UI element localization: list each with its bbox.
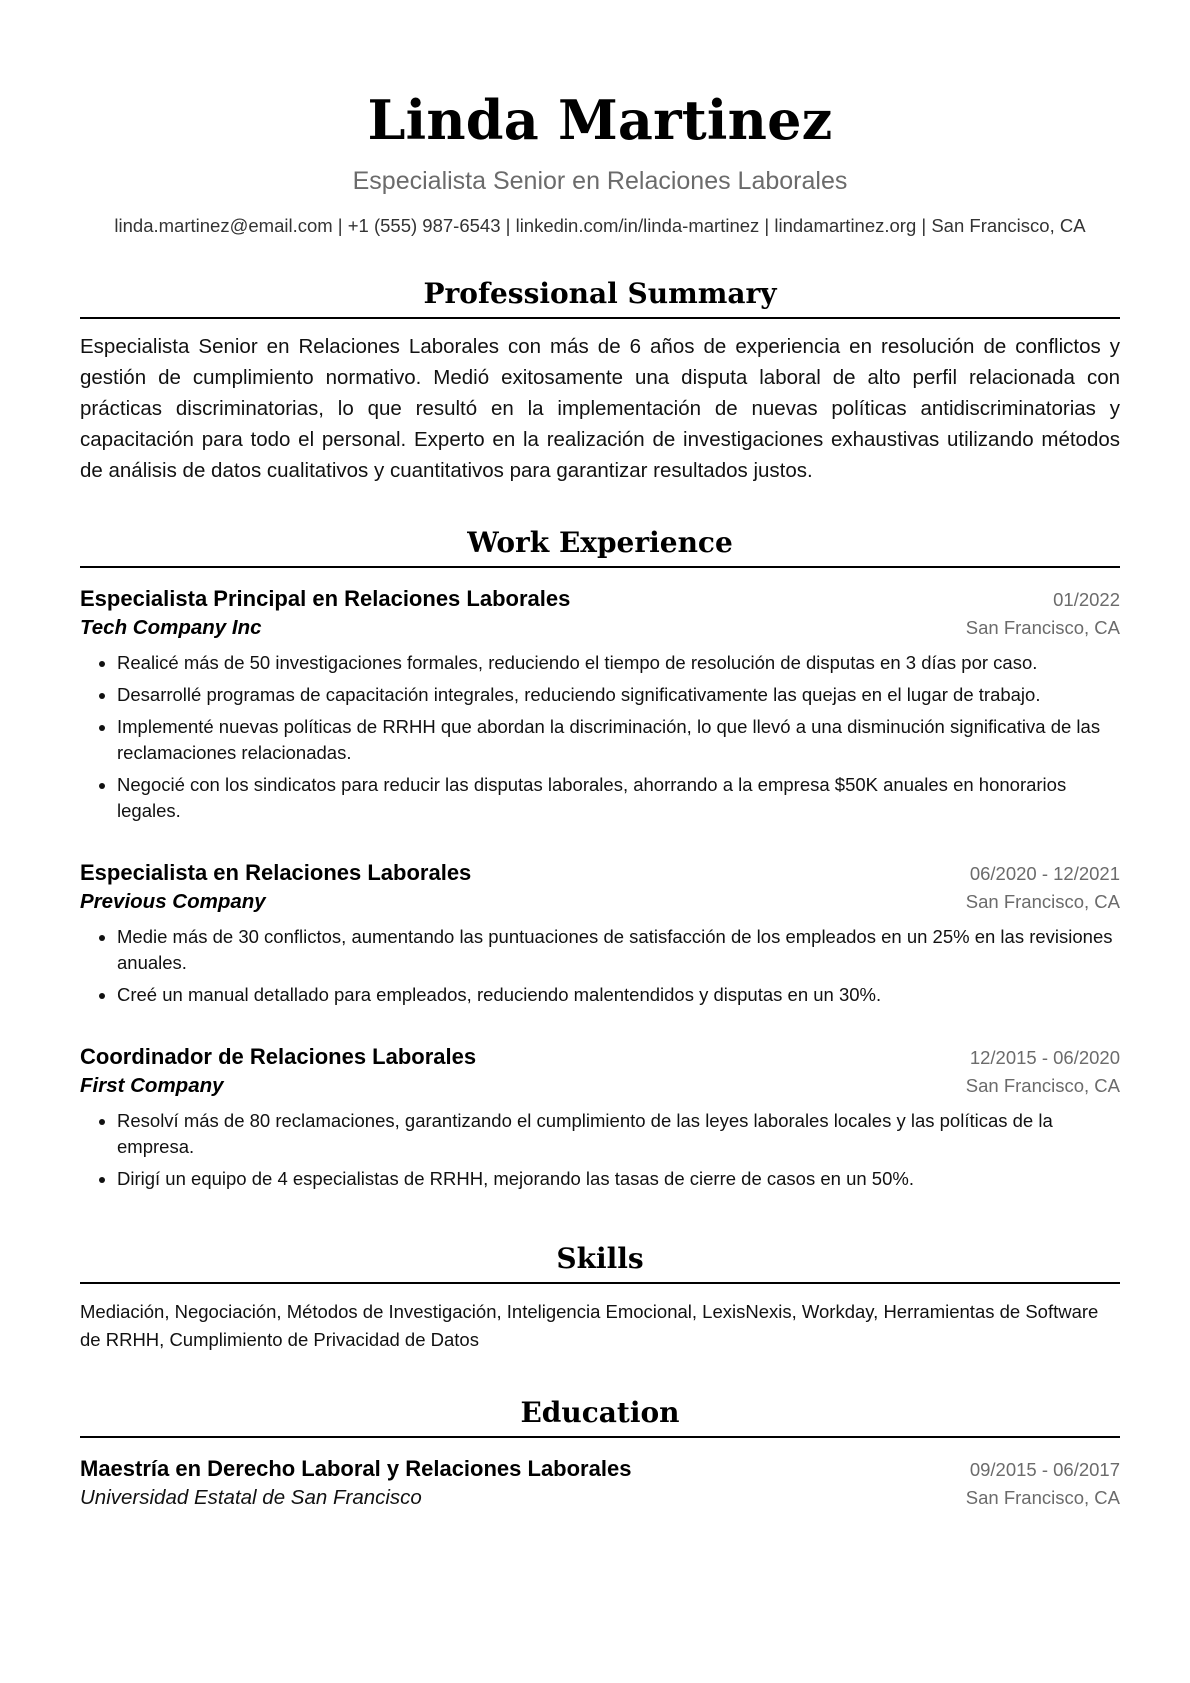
job-bullets — [80, 650, 1120, 824]
job-company-row — [80, 613, 1120, 642]
job-bullet: • Medie más de 30 conflictos, aumentando las puntuaciones de satisfacción de los empleados en un 25% en las revisiones anuales. — [117, 924, 1120, 976]
education-entry — [80, 1454, 1120, 1512]
summary-heading: Professional Summary — [80, 277, 1120, 319]
job-bullet: • Realicé más de 50 investigaciones formales, reduciendo el tiempo de resolución de disputas en 3 días por caso. — [117, 650, 1120, 676]
experience-heading: Work Experience — [80, 526, 1120, 568]
candidate-title: Especialista Senior en Relaciones Laborales — [352, 167, 848, 195]
job-location: San Francisco, CA — [965, 891, 1120, 912]
resume-page — [80, 0, 1120, 1512]
job-bullet: • Desarrollé programas de capacitación integrales, reduciendo significativamente las quejas en el lugar de trabajo. — [117, 682, 1120, 708]
candidate-name: Linda Martinez — [367, 88, 833, 152]
job-entry — [80, 584, 1120, 824]
education-section — [80, 1396, 1120, 1512]
job-location: San Francisco, CA — [965, 1075, 1120, 1096]
skills-section — [80, 1242, 1120, 1354]
job-bullet: • Dirigí un equipo de 4 especialistas de RRHH, mejorando las tasas de cierre de casos en un 50%. — [117, 1166, 1120, 1192]
education-degree: Maestría en Derecho Laboral y Relaciones Laborales — [80, 1456, 632, 1481]
education-school-row — [80, 1483, 1120, 1512]
job-entry — [80, 858, 1120, 1008]
job-bullet: • Negocié con los sindicatos para reducir las disputas laborales, ahorrando a la empresa $50K anuales en honorarios legales. — [117, 772, 1120, 824]
job-bullet: • Implementé nuevas políticas de RRHH que abordan la discriminación, lo que llevó a una disminución significativa de las reclamaciones relacionadas. — [117, 714, 1120, 766]
job-company: Tech Company Inc — [80, 616, 262, 639]
job-role: Coordinador de Relaciones Laborales — [80, 1044, 477, 1069]
job-company-row — [80, 887, 1120, 916]
job-date: 01/2022 — [1053, 589, 1120, 610]
contact-line: linda.martinez@email.com | +1 (555) 987-6543 | linkedin.com/in/linda-martinez | lindamartinez.org | San Francisco, CA — [114, 215, 1086, 236]
job-company: Previous Company — [80, 890, 266, 913]
job-role: Especialista en Relaciones Laborales — [80, 860, 472, 885]
job-company-row — [80, 1071, 1120, 1100]
education-school: Universidad Estatal de San Francisco — [80, 1486, 422, 1509]
job-entry — [80, 1042, 1120, 1192]
job-bullet: • Resolví más de 80 reclamaciones, garantizando el cumplimiento de las leyes laborales locales y las políticas de la empresa. — [117, 1108, 1120, 1160]
job-company: First Company — [80, 1074, 224, 1097]
education-header-row — [80, 1454, 1120, 1483]
job-date: 12/2015 - 06/2020 — [969, 1047, 1120, 1068]
education-date: 09/2015 - 06/2017 — [969, 1459, 1120, 1480]
skills-text: Mediación, Negociación, Métodos de Investigación, Inteligencia Emocional, LexisNexis, Workday, Herramientas de Software de RRHH, Cumplimiento de Privacidad de Datos — [80, 1301, 1099, 1350]
education-location: San Francisco, CA — [965, 1487, 1120, 1508]
job-header-row — [80, 584, 1120, 613]
job-role: Especialista Principal en Relaciones Laborales — [80, 586, 571, 611]
summary-text: Especialista Senior en Relaciones Laborales con más de 6 años de experiencia en resolución de conflictos y gestión de cumplimiento normativo. Medió exitosamente una disputa laboral de alto perfil relacionada con prácticas discriminatorias, lo que resultó en la implementación de nuevas políticas antidiscriminatorias y capacitación para todo el personal. Experto en la realización de investigaciones exhaustivas utilizando métodos de análisis de datos cualitativos y cuantitativos para garantizar resultados justos. — [80, 335, 1120, 482]
job-location: San Francisco, CA — [965, 617, 1120, 638]
job-bullets — [80, 924, 1120, 1008]
summary-section — [80, 277, 1120, 486]
job-header-row — [80, 1042, 1120, 1071]
job-header-row — [80, 858, 1120, 887]
resume-header — [80, 88, 1120, 237]
job-bullet: • Creé un manual detallado para empleados, reduciendo malentendidos y disputas en un 30%. — [117, 982, 1120, 1008]
job-bullets — [80, 1108, 1120, 1192]
skills-heading: Skills — [80, 1242, 1120, 1284]
education-heading: Education — [80, 1396, 1120, 1438]
experience-section — [80, 526, 1120, 1192]
job-date: 06/2020 - 12/2021 — [969, 863, 1120, 884]
